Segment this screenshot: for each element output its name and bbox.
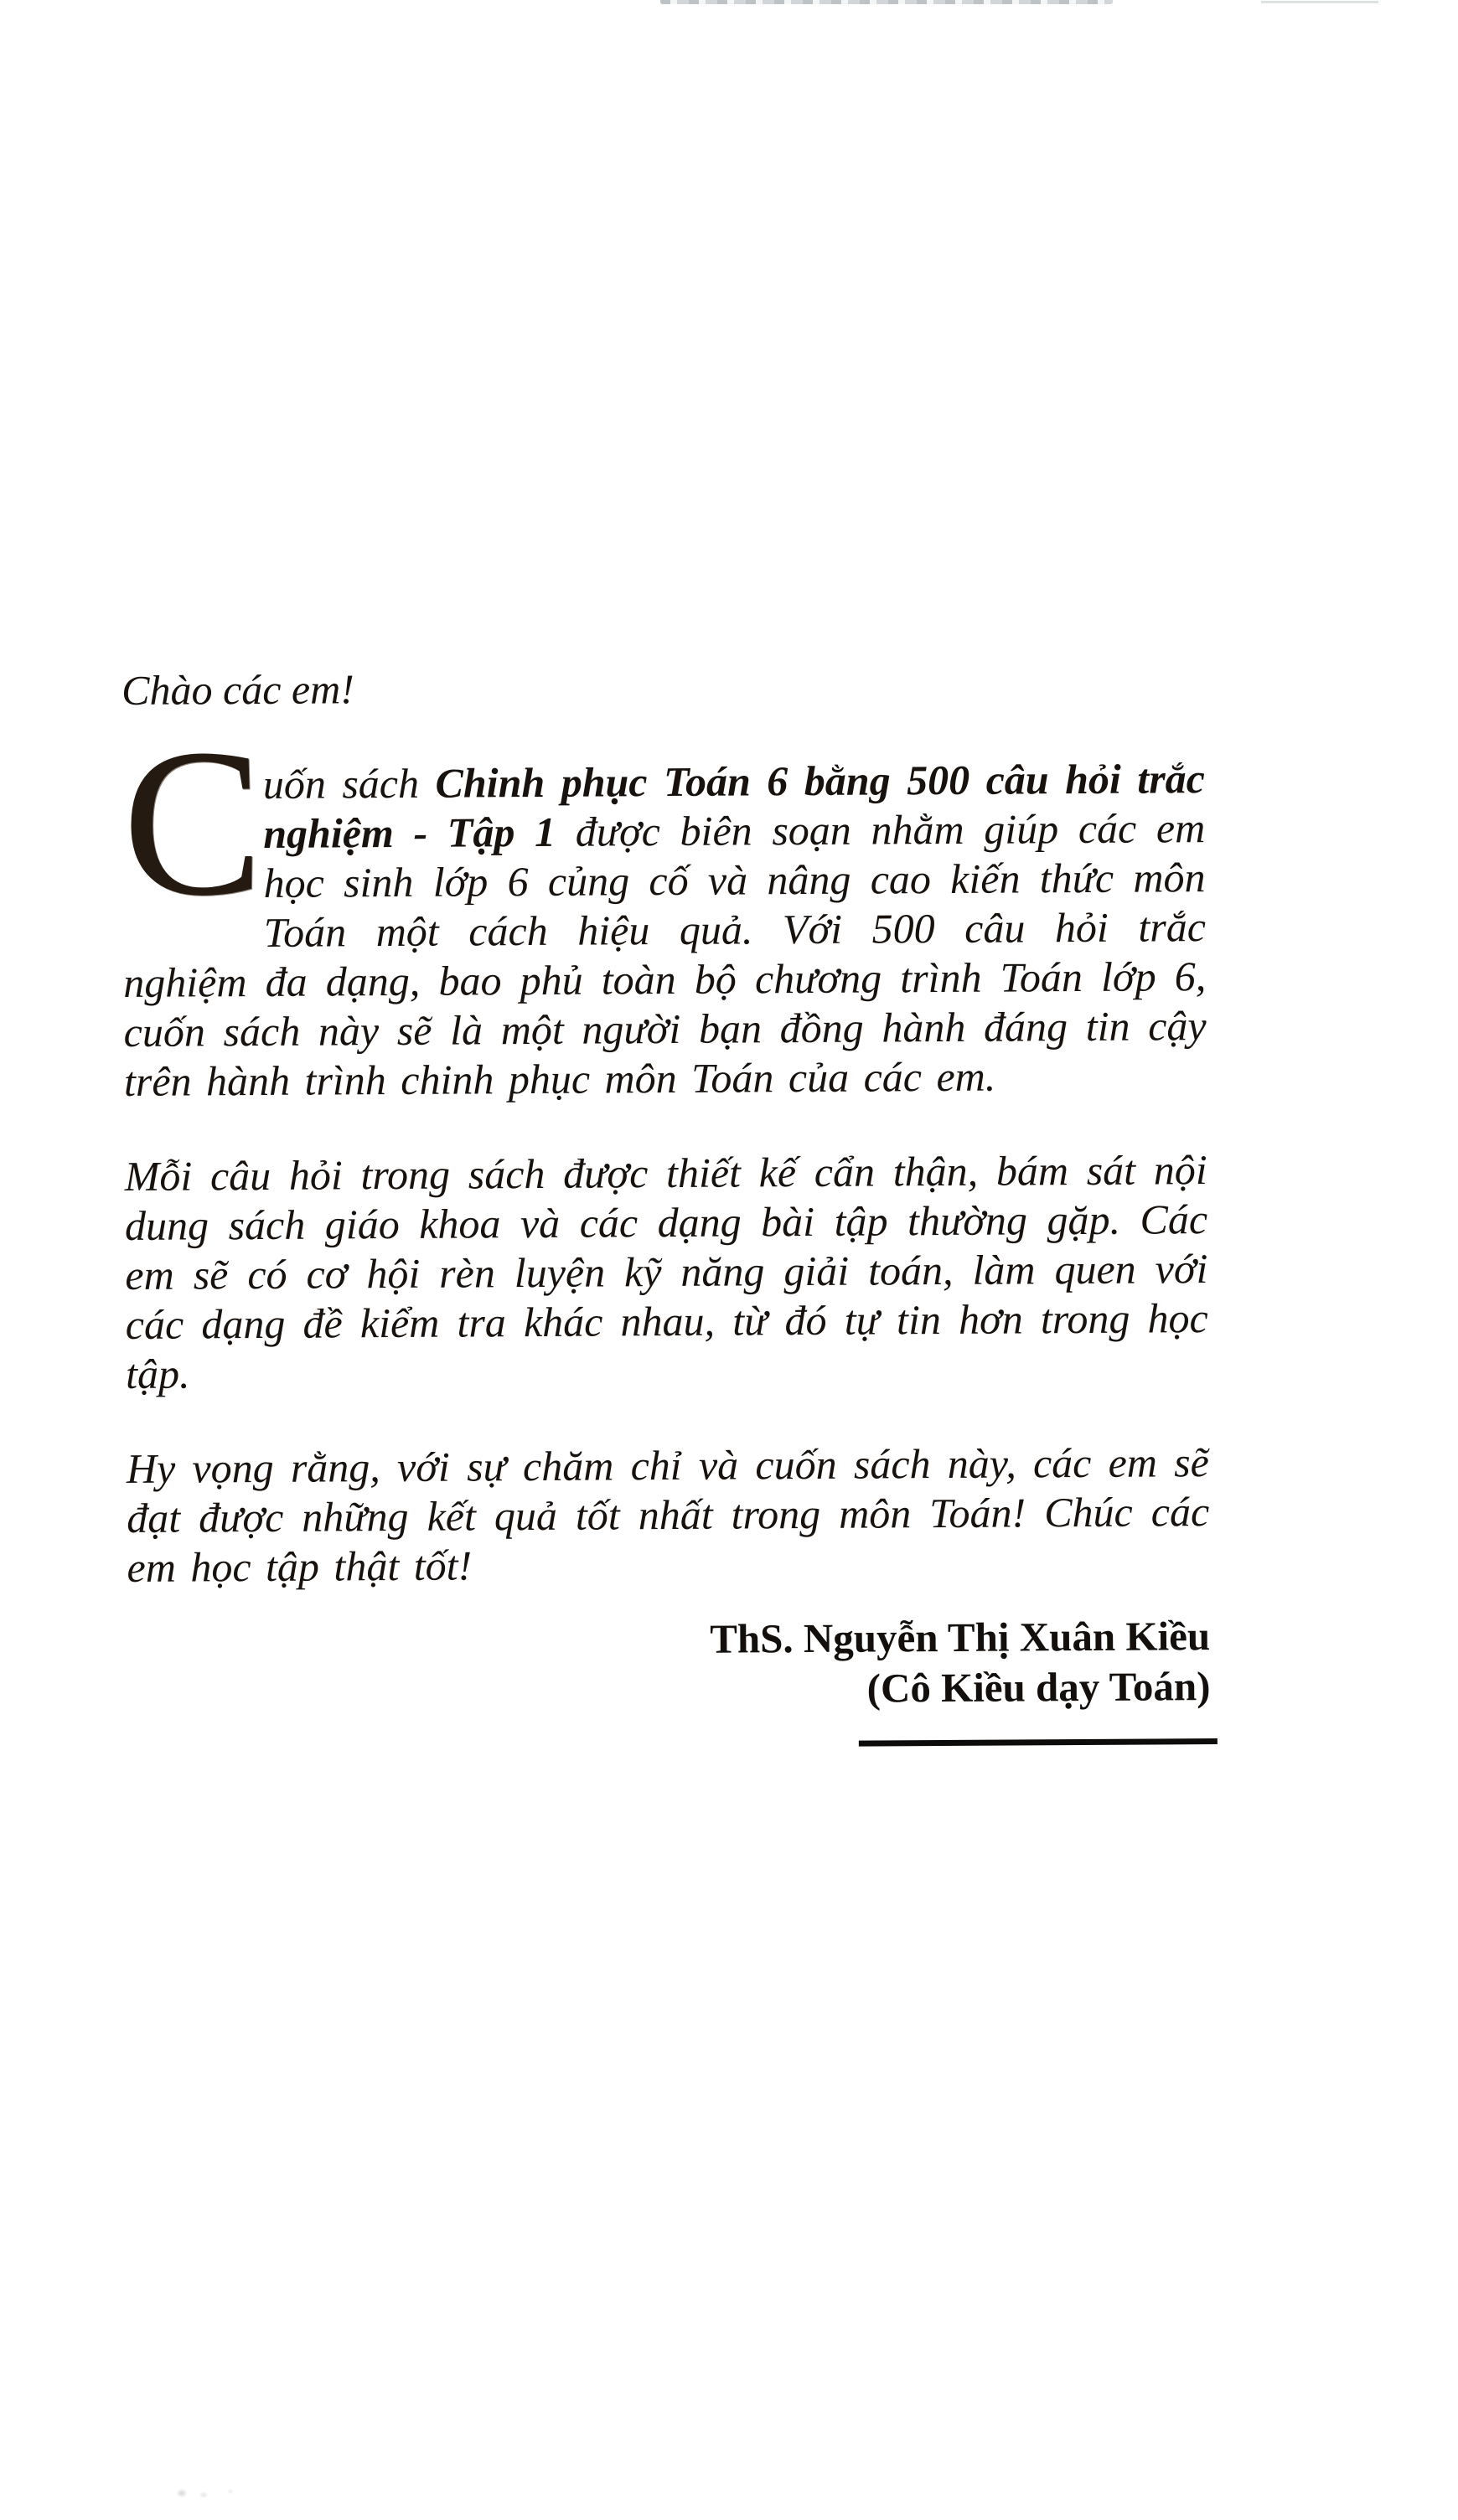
paragraph-question-design: Mỗi câu hỏi trong sách được thiết kế cẩn thận, bám sát nội dung sách giáo khoa và các dạng bài tập thường gặp. Các em sẽ có cơ hội rèn luyện kỹ năng giải toán, làm quen với các dạng đề kiểm tra khác nhau, từ đó tự tin hơn trong học tập.: [124, 1146, 1208, 1397]
drop-cap-letter: C: [122, 704, 265, 940]
signature-divider-line: [859, 1738, 1218, 1747]
paragraph-intro-post-title: được biên soạn nhằm giúp các em học sinh lớp 6 củng cố và nâng cao kiến thức môn Toán một cách hiệu quả. Với 500 câu hỏi trắc nghiệm đa dạng, bao phủ toàn bộ chương trình Toán lớp 6, cuốn sách này sẽ là một người bạn đồng hành đáng tin cậy trên hành trình chinh phục môn Toán của các em.: [123, 804, 1207, 1105]
scan-noise-bottom-left: [172, 2478, 256, 2500]
paragraph-intro-pre-title: uốn sách: [262, 759, 420, 808]
book-title-text: Chinh phục Toán 6 bằng 500 câu hỏi trắc nghiệm - Tập 1: [263, 755, 1206, 857]
signature-author-alias: (Cô Kiều dạy Toán): [866, 1663, 1211, 1712]
paragraph-intro: [122, 704, 1207, 1107]
signature-block: [127, 1611, 1211, 1718]
signature-author-name: ThS. Nguyễn Thị Xuân Kiều: [710, 1613, 1211, 1662]
greeting-line: Chào các em!: [122, 665, 355, 714]
scan-edge-artifact-top: [660, 0, 1113, 4]
paragraph-closing-wish: Hy vọng rằng, với sự chăm chỉ và cuốn sách này, các em sẽ đạt được những kết quả tốt nhất trong môn Toán! Chúc các em học tập thật tốt!: [126, 1438, 1210, 1591]
preface-content: [122, 659, 1211, 1751]
scan-edge-artifact-top-right: [1261, 1, 1378, 3]
